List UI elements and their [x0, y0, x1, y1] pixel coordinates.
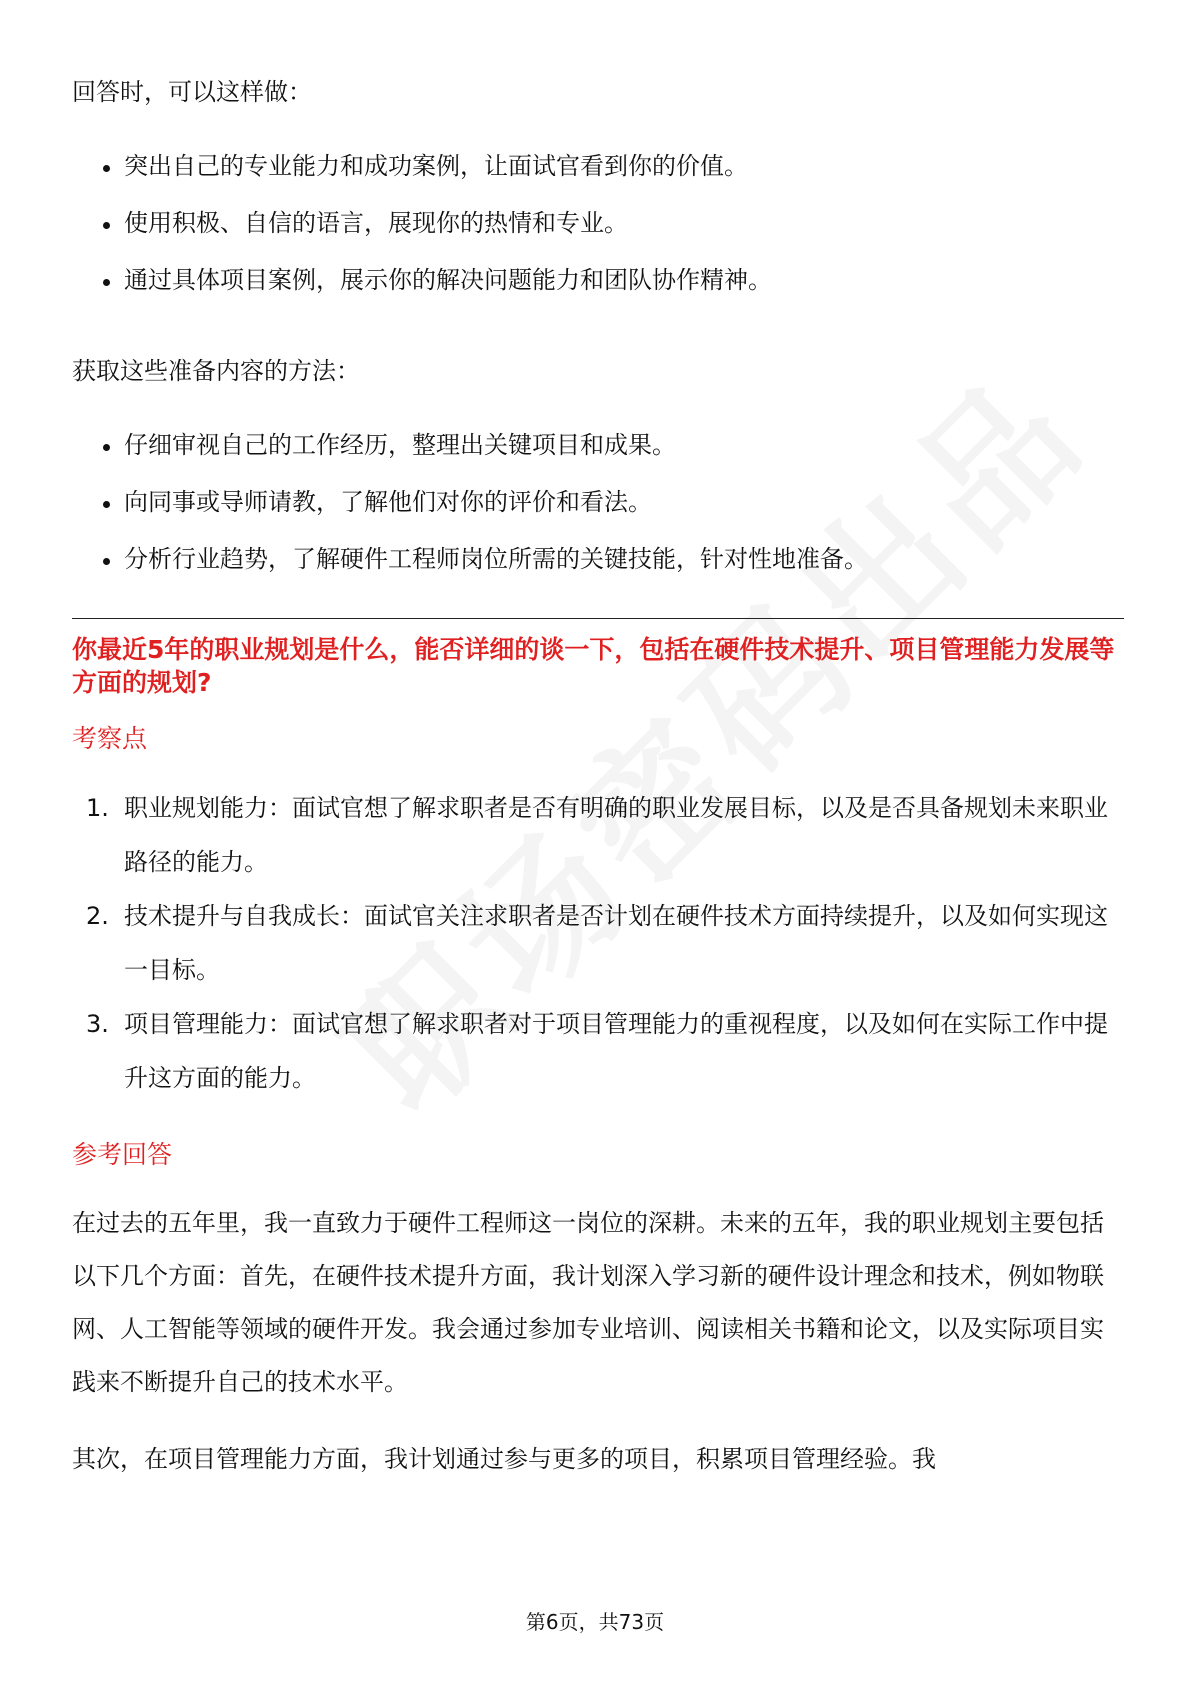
list-item: 向同事或导师请教，了解他们对你的评价和看法。	[72, 474, 1124, 531]
page-number: 第6页，共73页	[525, 1610, 665, 1634]
list-number: 2.	[86, 902, 109, 930]
intro-paragraph: 获取这些准备内容的方法：	[72, 357, 360, 385]
list-item-text: 项目管理能力：面试官想了解求职者对于项目管理能力的重视程度，以及如何在实际工作中提升这方面的能力。	[124, 1010, 1108, 1092]
reference-answer	[72, 1197, 1124, 1486]
section-title-evaluation: 考察点	[72, 724, 148, 753]
list-item	[72, 781, 1124, 889]
list-item: 仔细审视自己的工作经历，整理出关键项目和成果。	[72, 417, 1124, 474]
evaluation-points-list	[72, 781, 1124, 1105]
list-item-text: 职业规划能力：面试官想了解求职者是否有明确的职业发展目标，以及是否具备规划未来职业路径的能力。	[124, 794, 1108, 876]
list-number: 1.	[86, 794, 109, 822]
list-item	[72, 997, 1124, 1105]
intro-paragraph: 回答时，可以这样做：	[72, 78, 312, 106]
question-heading: 你最近5年的职业规划是什么，能否详细的谈一下，包括在硬件技术提升、项目管理能力发展等方面的规划?	[72, 635, 1115, 697]
list-item-text: 技术提升与自我成长：面试官关注求职者是否计划在硬件技术方面持续提升，以及如何实现这一目标。	[124, 902, 1108, 984]
list-number: 3.	[86, 1010, 109, 1038]
section-divider	[72, 618, 1124, 619]
list-item: 通过具体项目案例，展示你的解决问题能力和团队协作精神。	[72, 252, 1124, 309]
list-item: 分析行业趋势，了解硬件工程师岗位所需的关键技能，针对性地准备。	[72, 531, 1124, 588]
list-item	[72, 889, 1124, 997]
page-content	[72, 64, 1124, 1486]
answer-paragraph: 其次，在项目管理能力方面，我计划通过参与更多的项目，积累项目管理经验。我	[72, 1445, 936, 1473]
list-item: 突出自己的专业能力和成功案例，让面试官看到你的价值。	[72, 138, 1124, 195]
methods-list	[72, 417, 1124, 588]
tips-list	[72, 138, 1124, 309]
section-title-reference-answer: 参考回答	[72, 1140, 173, 1169]
answer-paragraph: 在过去的五年里，我一直致力于硬件工程师这一岗位的深耕。未来的五年，我的职业规划主要包括以下几个方面：首先，在硬件技术提升方面，我计划深入学习新的硬件设计理念和技术，例如物联网、人工智能等领域的硬件开发。我会通过参加专业培训、阅读相关书籍和论文，以及实际项目实践来不断提升自己的技术水平。	[72, 1209, 1104, 1396]
list-item: 使用积极、自信的语言，展现你的热情和专业。	[72, 195, 1124, 252]
